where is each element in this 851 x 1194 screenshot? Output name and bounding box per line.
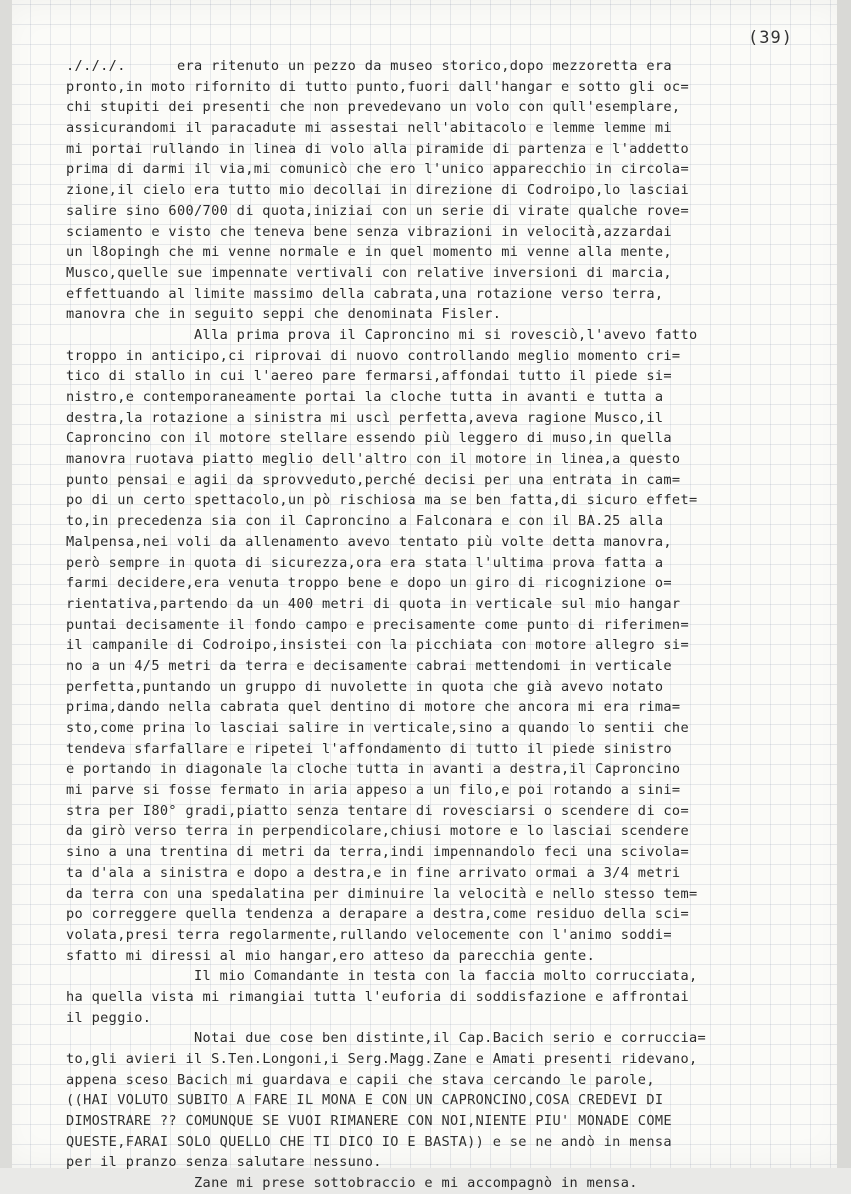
- text-line: QUESTE,FARAI SOLO QUELLO CHE TI DICO IO E BASTA)) e se ne andò in mensa: [66, 1133, 672, 1150]
- text-line: assicurandomi il paracadute mi assestai nell'abitacolo e lemme lemme mi: [66, 120, 672, 137]
- text-line: però sempre in quota di sicurezza,ora era stata l'ultima prova fatta a: [66, 554, 664, 571]
- page-number: (39): [748, 28, 793, 48]
- text-line: prima,dando nella cabrata quel dentino di motore che ancora mi era rima=: [66, 699, 681, 716]
- body-text: [66, 56, 806, 1194]
- text-line: per il pranzo senza salutare nessuno.: [66, 1154, 382, 1171]
- text-line: Notai due cose ben distinte,il Cap.Bacich serio e corruccia=: [66, 1030, 707, 1047]
- text-line: zione,il cielo era tutto mio decollai in direzione di Codroipo,lo lasciai: [66, 182, 689, 199]
- text-line: appena sceso Bacich mi guardava e capii che stava cercando le parole,: [66, 1071, 655, 1088]
- text-line: Caproncino con il motore stellare essendo più leggero di muso,in quella: [66, 430, 672, 447]
- text-line: punto pensai e agii da sprovveduto,perché decisi per una entrata in cam=: [66, 471, 681, 488]
- text-line: chi stupiti dei presenti che non prevedevano un volo con qull'esemplare,: [66, 99, 681, 116]
- text-line: sino a una trentina di metri da terra,indi impennandolo feci una scivola=: [66, 844, 689, 861]
- text-line: effettuando al limite massimo della cabrata,una rotazione verso terra,: [66, 285, 664, 302]
- text-line: sto,come prina lo lasciai salire in verticale,sino a quando lo sentii che: [66, 720, 689, 736]
- text-line: ((HAI VOLUTO SUBITO A FARE IL MONA E CON UN CAPRONCINO,COSA CREDEVI DI: [66, 1092, 664, 1109]
- text-line: il peggio.: [66, 1009, 152, 1026]
- text-line: il campanile di Codroipo,insistei con la picchiata con motore allegro si=: [66, 637, 689, 654]
- text-line: Musco,quelle sue impennate vertivali con relative inversioni di marcia,: [66, 264, 672, 281]
- text-line: Malpensa,nei voli da allenamento avevo tentato più volte detta manovra,: [66, 533, 672, 550]
- text-line: ha quella vista mi rimangiai tutta l'euforia di soddisfazione e affrontai: [66, 988, 689, 1005]
- text-line: sciamento e visto che teneva bene senza vibrazioni in velocità,azzardai: [66, 223, 672, 240]
- text-line: nistro,e contemporaneamente portai la cloche tutta in avanti e tutta a: [66, 389, 664, 405]
- text-line: manovra che in seguito seppi che denominata Fisler.: [66, 306, 502, 323]
- text-line: mi portai rullando in linea di volo alla piramide di partenza e l'addetto: [66, 140, 689, 157]
- text-line: tendeva sfarfallare e ripetei l'affondamento di tutto il piede sinistro: [66, 740, 672, 757]
- text-line: salire sino 600/700 di quota,iniziai con un serie di virate qualche rove=: [66, 202, 689, 219]
- text-line: da girò verso terra in perpendicolare,chiusi motore e lo lasciai scendere: [66, 823, 689, 840]
- text-line: perfetta,puntando un gruppo di nuvolette in quota che già avevo notato: [66, 678, 664, 695]
- text-line: DIMOSTRARE ?? COMUNQUE SE VUOI RIMANERE CON NOI,NIENTE PIU' MONADE COME: [66, 1113, 672, 1130]
- text-line: to,in precedenza sia con il Caproncino a Falconara e con il BA.25 alla: [66, 513, 664, 530]
- text-line: da terra con una spedalatina per diminuire la velocità e nello stesso tem=: [66, 885, 698, 902]
- text-line: po correggere quella tendenza a derapare a destra,come residuo della sci=: [66, 906, 689, 923]
- text-line: troppo in anticipo,ci riprovai di nuovo controllando meglio momento cri=: [66, 347, 681, 364]
- page-right-margin: [837, 0, 851, 1168]
- text-line: volata,presi terra regolarmente,rullando velocemente con l'animo soddi=: [66, 926, 672, 943]
- text-line: Zane mi prese sottobraccio e mi accompagnò in mensa.: [66, 1175, 638, 1192]
- text-line: to,gli avieri il S.Ten.Longoni,i Serg.Magg.Zane e Amati presenti ridevano,: [66, 1051, 698, 1067]
- text-line: un l8opingh che mi venne normale e in quel momento mi venne alla mente,: [66, 244, 672, 261]
- text-line: ta d'ala a sinistra e dopo a destra,e in fine arrivato ormai a 3/4 metri: [66, 864, 681, 881]
- text-line: destra,la rotazione a sinistra mi uscì perfetta,aveva ragione Musco,il: [66, 409, 664, 426]
- text-line: po di un certo spettacolo,un pò rischiosa ma se ben fatta,di sicuro effet=: [66, 492, 698, 509]
- text-line: manovra ruotava piatto meglio dell'altro con il motore in linea,a questo: [66, 451, 681, 468]
- text-line: prima di darmi il via,mi comunicò che ero l'unico apparecchio in circola=: [66, 161, 689, 178]
- text-line: stra per I80° gradi,piatto senza tentare di rovesciarsi o scendere di co=: [66, 802, 689, 819]
- text-line: tico di stallo in cui l'aereo pare fermarsi,affondai tutto il piede si=: [66, 368, 672, 385]
- text-line: rientativa,partendo da un 400 metri di quota in verticale sul mio hangar: [66, 595, 681, 612]
- text-line: no a un 4/5 metri da terra e decisamente cabrai mettendomi in verticale: [66, 657, 672, 674]
- text-line: e portando in diagonale la cloche tutta in avanti a destra,il Caproncino: [66, 761, 681, 778]
- text-line: ./././. era ritenuto un pezzo da museo storico,dopo mezzoretta era: [66, 58, 672, 74]
- text-line: Il mio Comandante in testa con la faccia molto corrucciata,: [66, 968, 698, 985]
- text-line: Alla prima prova il Caproncino mi si rovesciò,l'avevo fatto: [66, 326, 698, 343]
- text-line: mi parve si fosse fermato in aria appeso a un filo,e poi rotando a sini=: [66, 782, 681, 799]
- text-line: puntai decisamente il fondo campo e precisamente come punto di riferimen=: [66, 616, 689, 633]
- text-line: farmi decidere,era venuta troppo bene e dopo un giro di ricognizione o=: [66, 575, 672, 592]
- page-left-margin: [0, 0, 12, 1168]
- text-line: pronto,in moto rifornito di tutto punto,fuori dall'hangar e sotto gli oc=: [66, 78, 689, 95]
- text-line: sfatto mi diressi al mio hangar,ero atteso da parecchia gente.: [66, 947, 596, 964]
